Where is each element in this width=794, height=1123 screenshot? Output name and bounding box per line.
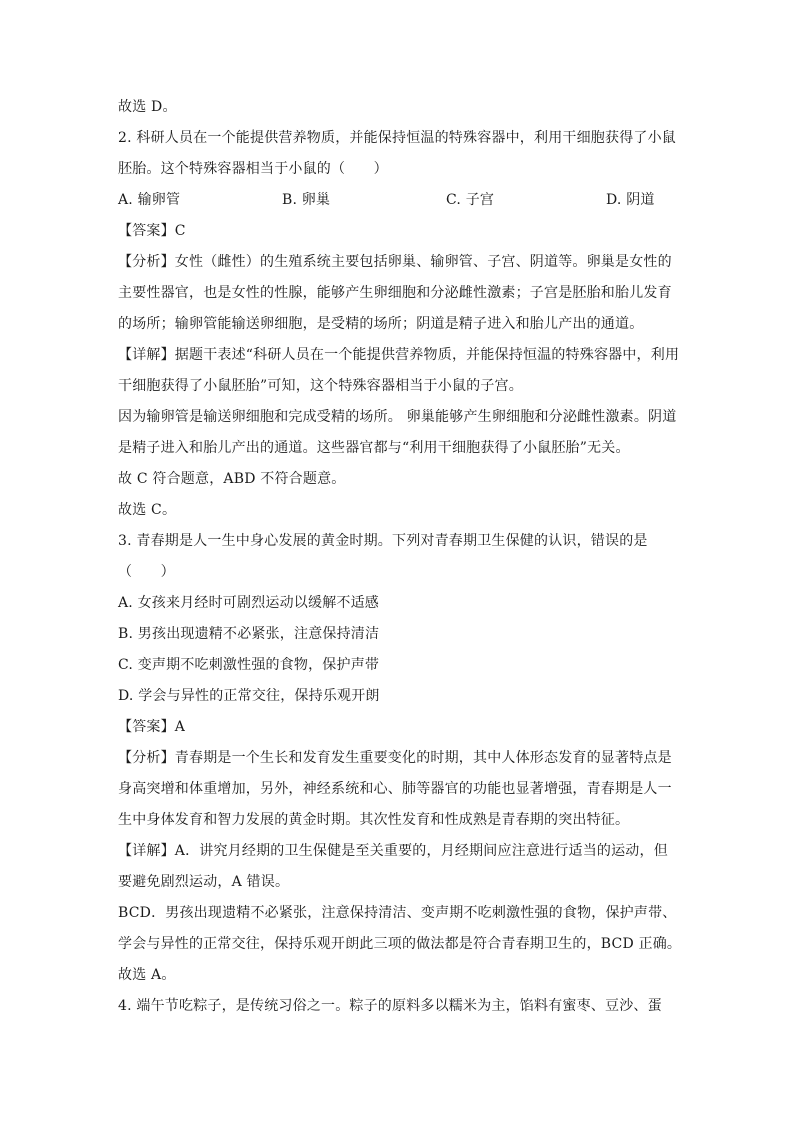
document-page <box>118 92 682 1022</box>
detail-line: 【详解】A．讲究月经期的卫生保健是至关重要的，月经期间应注意进行适当的运动，但 <box>118 843 668 859</box>
option-c: C. 子宫 <box>446 192 495 208</box>
answer-line: 【答案】C <box>118 223 186 239</box>
detail-line: 【详解】据题干表述“科研人员在一个能提供营养物质，并能保持恒温的特殊容器中，利用 <box>118 347 680 363</box>
detail-line: BCD．男孩出现遗精不必紧张，注意保持清洁、变声期不吃刺激性强的食物，保护声带、 <box>118 905 677 921</box>
choice-line: 故选 C。 <box>118 502 177 518</box>
option-d: D. 学会与异性的正常交往，保持乐观开朗 <box>118 688 380 704</box>
question-3-stem: 3. 青春期是人一生中身心发展的黄金时期。下列对青春期卫生保健的认识，错误的是 <box>118 533 648 549</box>
detail-line: 要避免剧烈运动，A 错误。 <box>118 874 290 890</box>
text-line: 故选 D。 <box>118 99 177 115</box>
option-a: A. 女孩来月经时可剧烈运动以缓解不适感 <box>118 595 380 611</box>
analysis-line: 的场所；输卵管能输送卵细胞，是受精的场所；阴道是精子进入和胎儿产出的通道。 <box>118 316 644 332</box>
analysis-line: 【分析】女性（雌性）的生殖系统主要包括卵巢、输卵管、子宫、阴道等。卵巢是女性的 <box>118 254 672 270</box>
question-2-options <box>118 185 678 216</box>
question-3-stem-cont: （ ） <box>118 564 175 580</box>
choice-line: 故选 A。 <box>118 967 176 983</box>
analysis-line: 主要性器官，也是女性的性腺，能够产生卵细胞和分泌雌性激素；子宫是胚胎和胎儿发育 <box>118 285 672 301</box>
detail-line: 因为输卵管是输送卵细胞和完成受精的场所。 卵巢能够产生卵细胞和分泌雌性激素。阴道 <box>118 409 677 425</box>
detail-line: 是精子进入和胎儿产出的通道。这些器官都与“利用干细胞获得了小鼠胚胎”无关。 <box>118 440 630 456</box>
question-2-stem-cont: 胚胎。这个特殊容器相当于小鼠的（ ） <box>118 161 388 177</box>
option-d: D. 阴道 <box>606 192 655 208</box>
option-b: B. 卵巢 <box>282 192 331 208</box>
option-b: B. 男孩出现遗精不必紧张，注意保持清洁 <box>118 626 380 642</box>
option-c: C. 变声期不吃刺激性强的食物，保护声带 <box>118 657 380 673</box>
question-4-stem: 4. 端午节吃粽子，是传统习俗之一。粽子的原料多以糯米为主，馅料有蜜枣、豆沙、蛋 <box>118 998 662 1014</box>
answer-line: 【答案】A <box>118 719 186 735</box>
detail-line: 故 C 符合题意，ABD 不符合题意。 <box>118 471 346 487</box>
option-a: A. 输卵管 <box>118 192 181 208</box>
question-2-stem: 2. 科研人员在一个能提供营养物质，并能保持恒温的特殊容器中，利用干细胞获得了小鼠 <box>118 130 677 146</box>
detail-line: 学会与异性的正常交往，保持乐观开朗此三项的做法都是符合青春期卫生的，BCD 正确。 <box>118 936 682 952</box>
detail-line: 干细胞获得了小鼠胚胎”可知，这个特殊容器相当于小鼠的子宫。 <box>118 378 523 394</box>
analysis-line: 【分析】青春期是一个生长和发育发生重要变化的时期，其中人体形态发育的显著特点是 <box>118 750 672 766</box>
analysis-line: 生中身体发育和智力发展的黄金时期。其次性发育和性成熟是青春期的突出特征。 <box>118 812 630 828</box>
analysis-line: 身高突增和体重增加，另外，神经系统和心、肺等器官的功能也显著增强，青春期是人一 <box>118 781 672 797</box>
